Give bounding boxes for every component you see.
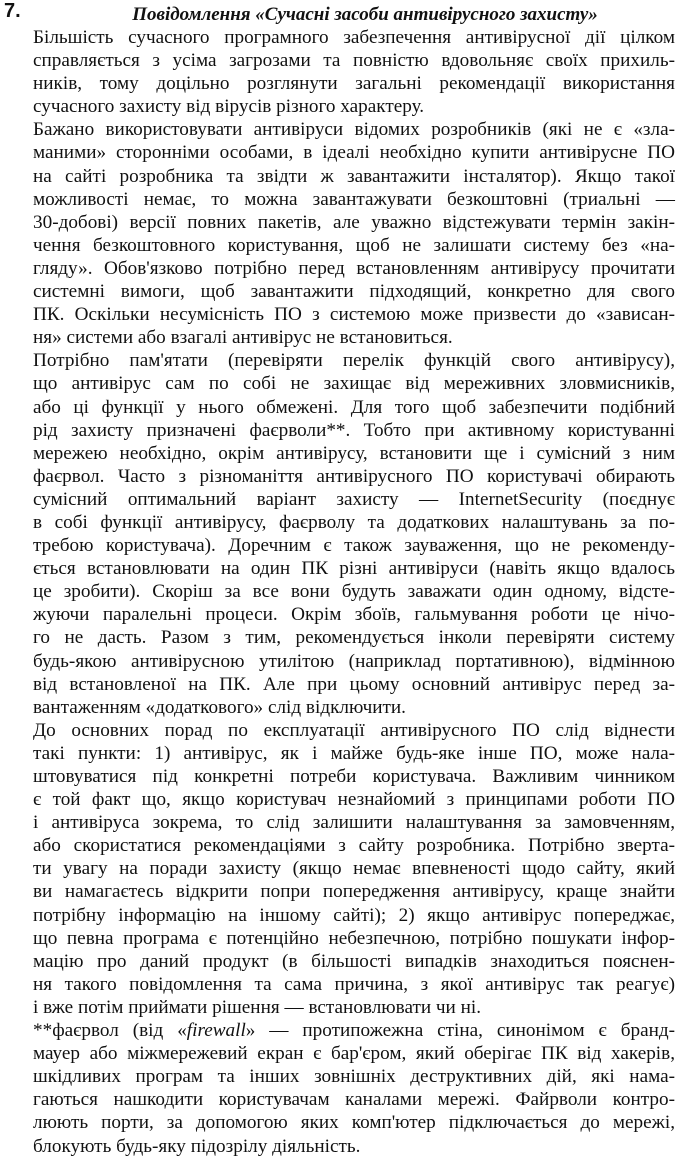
text-line: є той факт що, якщо користувач незнайомий з принципами роботи ПО <box>33 789 675 811</box>
task-number: 7. <box>4 0 21 22</box>
text-line <box>33 1019 675 1042</box>
text-line: ня» системи або взагалі антивірус не встановиться. <box>33 327 453 349</box>
text-line: такі пункти: 1) антивірус, як і майже будь-яке інше ПО, може нала- <box>33 742 675 764</box>
text-line: маними» сторонніми особами, в ідеалі необхідно купити антивірусне ПО <box>33 142 675 164</box>
text-line: Більшість сучасного програмного забезпечення антивірусної дії цілком <box>33 27 675 48</box>
text-line: го не дасть. Разом з тим, рекомендується інколи перевіряти систему <box>33 627 675 649</box>
text-line: чення безкоштовного користування, щоб не залишати систему без «на- <box>33 234 675 256</box>
text-line: До основних порад по експлуатації антивірусного ПО слід віднести <box>33 719 675 741</box>
text-line: вантаженням «додаткового» слід відключити. <box>33 696 406 718</box>
body-text <box>33 26 675 1158</box>
text-line: ти увагу на поради захисту (якщо немає впевненості щодо сайту, який <box>33 858 675 880</box>
text-line: рід захисту призначені фаєрволи**. Тобто при активному користуванні <box>33 419 675 441</box>
text-line: мауер або міжмережевий екран є бар'єром, який оберігає ПК від хакерів, <box>33 1043 675 1065</box>
text-line: це зробити). Скоріш за все вони будуть заважати один одному, відсте- <box>33 581 675 603</box>
text-line: від встановленої на ПК. Але при цьому основний антивірус перед за- <box>33 673 675 695</box>
text-line: і вже потім приймати рішення — встановлювати чи ні. <box>33 996 482 1018</box>
text-line: фаєрвол. Часто з різноманіття антивірусного ПО користувачі обирають <box>33 465 675 487</box>
text-line: шкідливих програм та інших зовнішніх деструктивних дій, які нама- <box>33 1066 675 1088</box>
text-line: в собі функції антивірусу, фаєрволу та додаткових налаштувань за по- <box>33 511 675 533</box>
text-line: Потрібно пам'ятати (перевіряти перелік функцій свого антивірусу), <box>33 350 675 372</box>
text-line: гляду». Обов'язково потрібно перед встановленням антивірусу прочитати <box>33 257 675 279</box>
text-line: ється встановлювати на один ПК різні антивіруси (навіть якщо вдалось <box>33 558 675 580</box>
text-line: сумісний оптимальний варіант захисту — InternetSecurity (поєднує <box>33 488 675 510</box>
italic-term: firewall <box>186 1020 246 1042</box>
text-line: штовуватися під конкретні потреби користувача. Важливим чинником <box>33 766 675 787</box>
text-line: або скористатися рекомендаціями з сайту розробника. Потрібно зверта- <box>33 835 675 857</box>
text-line: гаються нашкодити користувачам каналами мережі. Файрволи контро- <box>33 1089 675 1111</box>
text-line: сучасного захисту від вірусів різного характеру. <box>33 96 425 118</box>
text-line: на сайті розробника та звідти ж завантажити інсталятор). Якщо такої <box>33 165 675 187</box>
text-line: системні вимоги, щоб завантажити підходящий, конкретно для свого <box>33 281 675 303</box>
text-line: мережею необхідно, окрім антивірусу, встановити ще і сумісний з ним <box>33 442 675 464</box>
text-line: будь-якою антивірусною утилітою (наприклад портативною), відмінною <box>33 650 675 672</box>
text-line: і антивіруса зокрема, то слід залишити налаштування за замовченням, <box>33 812 675 834</box>
text-line: 30-добові) версії повних пакетів, але уважно відстежувати термін закін- <box>33 211 675 233</box>
text-line: мацію про даний продукт (в більшості випадків знаходиться пояснен- <box>33 950 675 972</box>
text-line: ників, тому доцільно розглянути загальні рекомендації використання <box>33 73 675 95</box>
text-line: жуючи паралельні процеси. Окрім збоїв, гальмування роботи це нічо- <box>33 604 675 626</box>
text-line: блокують будь-яку підозрілу діяльність. <box>33 1135 361 1157</box>
text-line: требою користувача). Доречним є також зауваження, що не рекоменду- <box>33 535 675 557</box>
text-line: люють порти, за допомогою яких комп'ютер підключається до мережі, <box>33 1112 675 1134</box>
text-line: ня такого повідомлення та сама причина, з якої антивірус так реагує) <box>33 973 675 995</box>
text-line: можливості немає, то можна завантажувати безкоштовні (триальні — <box>33 188 675 210</box>
text-line: ви намагаєтесь відкрити попри попередження антивірусу, краще знайти <box>33 881 675 903</box>
text-line: Бажано використовувати антивіруси відомих розробників (які не є «зла- <box>33 119 675 141</box>
text-line: що певна програма є потенційно небезпечною, потрібно пошукати інфор- <box>33 927 675 949</box>
text-fragment: » — протипожежна стіна, синонімом є бранд- <box>245 1020 675 1042</box>
text-line: справляється з усіма загрозами та повністю вдовольняє своїх прихиль- <box>33 50 675 72</box>
text-line: потрібну інформацію на іншому сайті); 2) якщо антивірус попереджає, <box>33 904 675 926</box>
text-fragment: **фаєрвол (від « <box>33 1020 187 1042</box>
text-line: або ці функції у нього обмежені. Для того щоб забезпечити подібний <box>33 396 675 418</box>
text-line: що антивірус сам по собі не захищає від мереживних зловмисників, <box>33 373 675 395</box>
text-line: ПК. Оскільки несумісність ПО з системою може призвести до «зависан- <box>33 304 675 326</box>
page-title: Повідомлення «Сучасні засоби антивірусного захисту» <box>132 4 598 25</box>
